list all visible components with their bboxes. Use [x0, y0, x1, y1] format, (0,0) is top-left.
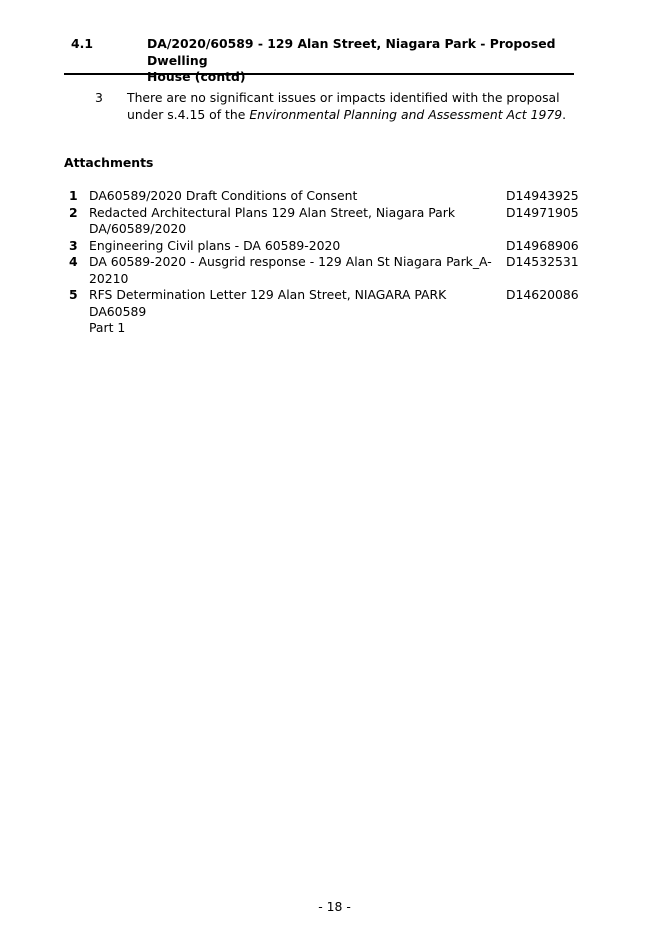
point-number: 3: [95, 90, 103, 105]
attachment-number: 4: [69, 254, 78, 269]
attachment-title-line-1: Redacted Architectural Plans 129 Alan Street, Niagara Park: [89, 204, 456, 220]
attachment-reference: D14943925: [506, 188, 579, 203]
attachment-number: 2: [69, 204, 78, 220]
attachment-title-line-1: RFS Determination Letter 129 Alan Street, NIAGARA PARK DA60589: [89, 287, 447, 319]
attachment-row: [64, 287, 579, 337]
attachments-heading: Attachments: [64, 155, 154, 170]
item-title-line-2: House (contd): [147, 69, 246, 84]
act-title: Environmental Planning and Assessment Act 1979: [249, 106, 563, 122]
attachments-list: [64, 188, 579, 337]
attachment-reference: D14532531: [506, 254, 579, 269]
attachment-row: [64, 188, 579, 205]
point-text-end: .: [562, 106, 567, 122]
page-number: - 18 -: [318, 899, 351, 914]
item-title: [147, 36, 572, 86]
attachment-title[interactable]: Engineering Civil plans - DA 60589-2020: [89, 237, 341, 253]
attachment-row: [64, 204, 579, 238]
attachment-title-line-2: DA/60589/2020: [89, 221, 187, 236]
attachment-number: 3: [69, 237, 78, 253]
item-title-line-1: DA/2020/60589 - 129 Alan Street, Niagara Park - Proposed Dwelling: [147, 36, 556, 68]
attachment-title[interactable]: DA 60589-2020 - Ausgrid response - 129 Alan St Niagara Park_A-20210: [89, 254, 492, 286]
attachment-reference: D14968906: [506, 237, 579, 253]
attachment-title[interactable]: [89, 287, 494, 337]
point-text: [127, 90, 567, 123]
point-text-body: There are no significant issues or impacts identified with the proposal under s.4.15 of the: [127, 90, 560, 122]
attachment-number: 1: [69, 188, 78, 203]
attachment-row: [64, 254, 579, 287]
attachment-number: 5: [69, 287, 78, 302]
attachment-title-line-2: Part 1: [89, 320, 126, 335]
attachment-row: [64, 237, 579, 255]
item-number: 4.1: [71, 36, 93, 51]
agenda-item-header: [64, 36, 574, 84]
attachment-reference: D14620086: [506, 287, 579, 302]
attachment-title[interactable]: [89, 205, 494, 238]
attachment-reference: D14971905: [506, 204, 579, 220]
attachment-title[interactable]: DA60589/2020 Draft Conditions of Consent: [89, 188, 358, 203]
